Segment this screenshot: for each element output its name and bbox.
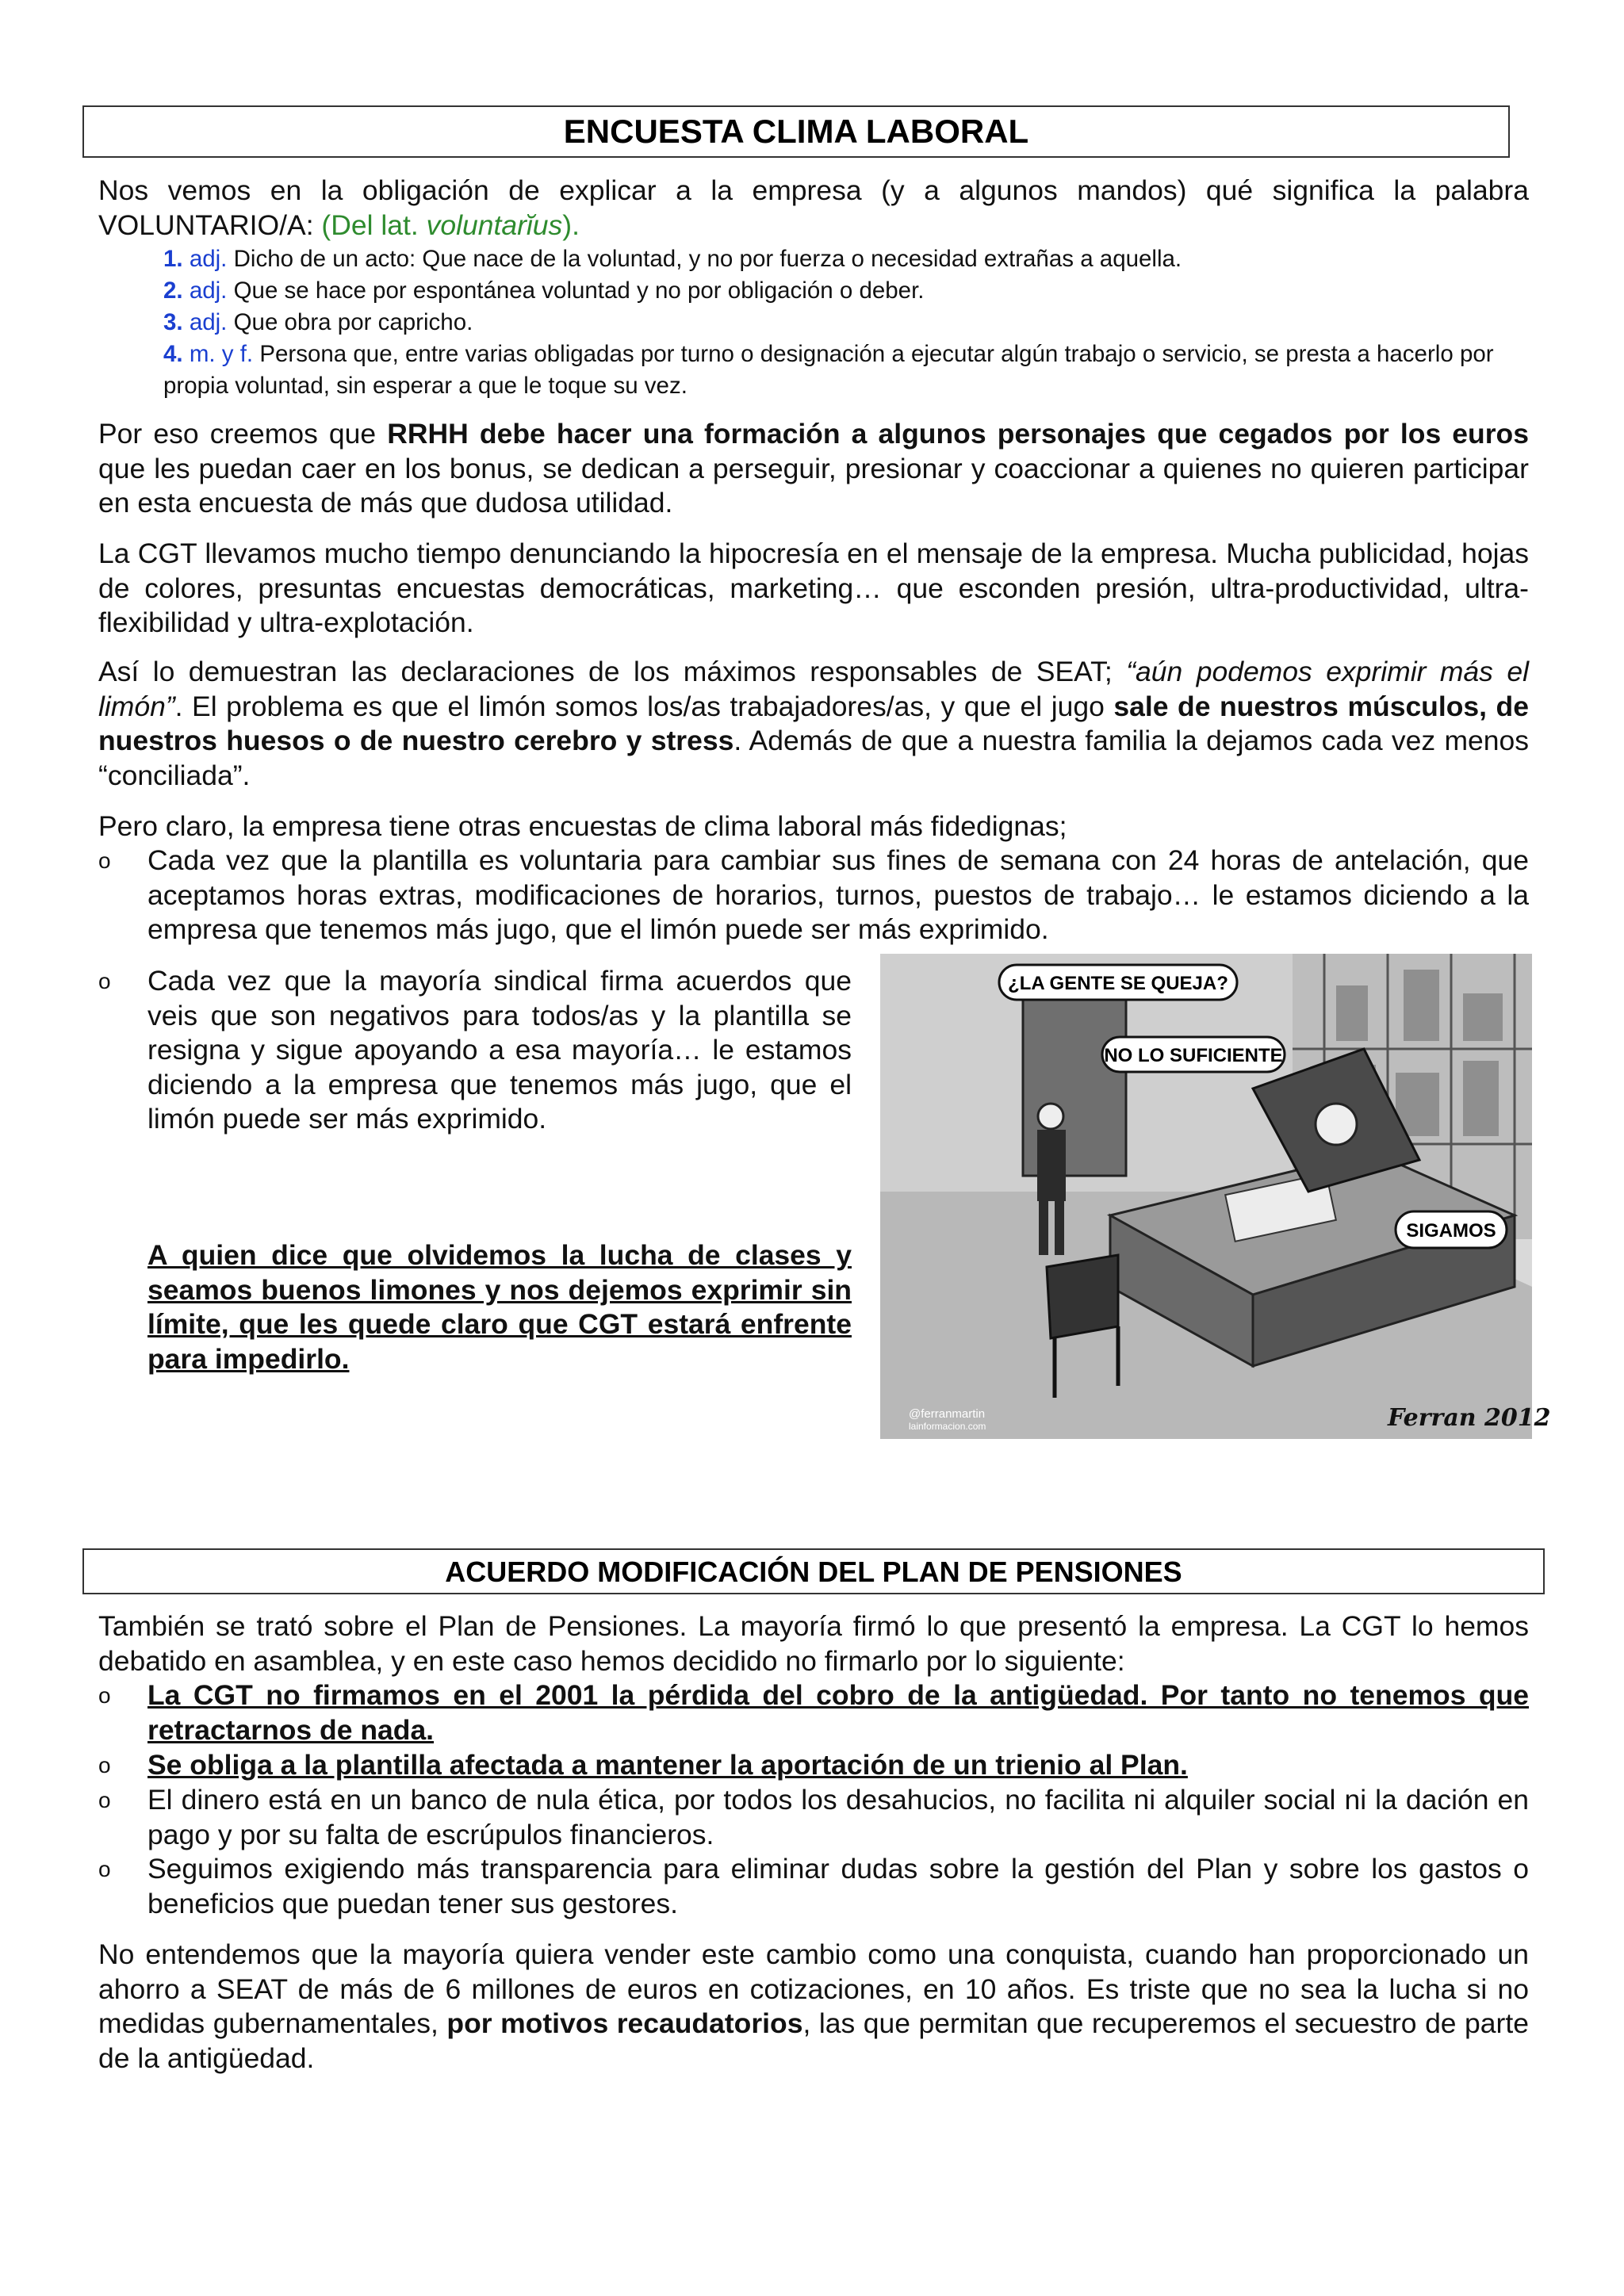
definition-number: 1. bbox=[163, 246, 183, 272]
speech-bubble-1 bbox=[999, 965, 1237, 1000]
bullet-text: Cada vez que la mayoría sindical firma acuerdos que veis que son negativos para todos/as y la plantilla se resigna y sigue apoyando a esa mayoría… le estamos diciendo a la empresa que tenemos más jugo, que el limón puede ser más exprimido. bbox=[147, 965, 852, 1135]
definition-category: adj. bbox=[189, 309, 228, 335]
definition-item bbox=[163, 307, 1511, 339]
bullet-marker: o bbox=[98, 1753, 111, 1777]
paragraph-text: que les puedan caer en los bonus, se dedican a perseguir, presionar y coaccionar a quienes no quieren participar en esta encuesta de más que dudosa utilidad. bbox=[98, 452, 1529, 519]
definition-category: adj. bbox=[189, 277, 228, 304]
bubble-text-3: SIGAMOS bbox=[1406, 1220, 1496, 1242]
speech-bubble-3 bbox=[1396, 1211, 1507, 1248]
paragraph-bold: por motivos recaudatorios bbox=[446, 2007, 803, 2039]
bullet-item bbox=[98, 1783, 1529, 1852]
definition-text: Dicho de un acto: Que nace de la voluntad, y no por fuerza o necesidad extrañas a aquella. bbox=[227, 246, 1182, 272]
cartoon-credit: @ferranmartin bbox=[909, 1407, 986, 1421]
definition-category: m. y f. bbox=[189, 341, 254, 367]
etymology-prefix: (Del lat. bbox=[321, 209, 427, 241]
paragraph-text: Por eso creemos que bbox=[98, 418, 388, 450]
definitions-list bbox=[163, 243, 1511, 402]
paragraph-hipocresia: La CGT llevamos mucho tiempo denunciando la hipocresía en el mensaje de la empresa. Mucha publicidad, hojas de colores, presuntas encuestas democráticas, marketing… que esconden presión, ultra-productividad, ultra-flexibilidad y ultra-explotación. bbox=[98, 538, 1529, 638]
speech-bubble-2 bbox=[1102, 1037, 1285, 1072]
bullet-text: La CGT no firmamos en el 2001 la pérdida del cobro de la antigüedad. Por tanto no tenemos que retractarnos de nada. bbox=[147, 1679, 1529, 1746]
paragraph-text: Así lo demuestran las declaraciones de los máximos responsables de SEAT; bbox=[98, 656, 1127, 687]
bullet-item bbox=[98, 964, 852, 1137]
definition-text: Que se hace por espontánea voluntad y no por obligación o deber. bbox=[227, 277, 925, 304]
intro-paragraph bbox=[98, 174, 1529, 243]
bullet-text: Cada vez que la plantilla es voluntaria para cambiar sus fines de semana con 24 horas de antelación, que aceptamos horas extras, modificaciones de horarios, turnos, puestos de trabajo… le estamos diciendo a la empresa que tenemos más jugo, que el limón puede ser más exprimido. bbox=[147, 844, 1529, 945]
paragraph-conclusion bbox=[98, 1938, 1529, 2076]
etymology bbox=[321, 209, 580, 241]
definition-number: 3. bbox=[163, 309, 183, 335]
paragraph-bold: sale de nuestros músculos, de nuestros huesos o de nuestro cerebro y stress bbox=[98, 690, 1529, 756]
bullet-marker: o bbox=[98, 1857, 111, 1881]
bubble-text-1: ¿LA GENTE SE QUEJA? bbox=[1008, 973, 1228, 994]
closing-text: A quien dice que olvidemos la lucha de clases y seamos buenos limones y nos dejemos exprimir sin límite, que les quede claro que CGT estará enfrente para impedirlo. bbox=[147, 1239, 852, 1375]
definition-number: 4. bbox=[163, 341, 183, 367]
cartoon-signature: Ferran 2012 bbox=[1388, 1404, 1551, 1432]
bullet-marker: o bbox=[98, 1788, 111, 1812]
etymology-suffix: ). bbox=[562, 209, 580, 241]
definition-item bbox=[163, 275, 1511, 307]
section-title-encuesta: ENCUESTA CLIMA LABORAL bbox=[82, 105, 1510, 158]
cartoon-image bbox=[880, 954, 1551, 1439]
definition-number: 2. bbox=[163, 277, 183, 304]
closing-statement bbox=[98, 1238, 852, 1376]
etymology-word: voluntarĭus bbox=[426, 209, 563, 241]
cartoon-credit-site: lainformacion.com bbox=[909, 1421, 986, 1432]
paragraph-rrhh bbox=[98, 417, 1529, 521]
definition-category: adj. bbox=[189, 246, 228, 272]
paragraph-bold: RRHH debe hacer una formación a algunos personajes que cegados por los euros bbox=[387, 418, 1529, 450]
bullet-marker: o bbox=[98, 1683, 111, 1708]
paragraph-encuestas: Pero claro, la empresa tiene otras encuestas de clima laboral más fidedignas; bbox=[98, 810, 1067, 842]
paragraph-pensiones: También se trató sobre el Plan de Pensiones. La mayoría firmó lo que presentó la empresa. La CGT lo hemos debatido en asamblea, y en este caso hemos decidido no firmarlo por lo siguiente: bbox=[98, 1610, 1529, 1677]
definition-text: Persona que, entre varias obligadas por turno o designación a ejecutar algún trabajo o servicio, se presta a hacerlo por propia voluntad, sin esperar a que le toque su vez. bbox=[163, 341, 1494, 399]
bullet-item bbox=[98, 844, 1529, 947]
paragraph-text: . El problema es que el limón somos los/as trabajadores/as, y que el jugo bbox=[174, 690, 1114, 722]
bullet-marker: o bbox=[98, 848, 111, 873]
definition-item bbox=[163, 339, 1511, 402]
paragraph-text: . Además de que a nuestra familia la dejamos cada vez menos “conciliada”. bbox=[98, 725, 1530, 791]
bubble-text-2: NO LO SUFICIENTE bbox=[1104, 1045, 1283, 1066]
definition-item bbox=[163, 243, 1511, 275]
bullet-text: Se obliga a la plantilla afectada a mantener la aportación de un trienio al Plan. bbox=[147, 1749, 1188, 1781]
bullet-item bbox=[98, 1678, 1529, 1747]
bullet-item bbox=[98, 1852, 1529, 1921]
intro-text: Nos vemos en la obligación de explicar a la empresa (y a algunos mandos) qué significa la palabra VOLUNTARIO/A: bbox=[98, 174, 1529, 241]
definition-text: Que obra por capricho. bbox=[227, 309, 473, 335]
paragraph-text: No entendemos que la mayoría quiera vender este cambio como una conquista, cuando han proporcionado un ahorro a SEAT de más de 6 millones de euros en cotizaciones, en 10 años. Es triste que no sea la lucha si no medidas gubernamentales, bbox=[98, 1938, 1529, 2039]
paragraph-limon bbox=[98, 655, 1529, 793]
bullet-marker: o bbox=[98, 969, 111, 993]
bullet-text: Seguimos exigiendo más transparencia para eliminar dudas sobre la gestión del Plan y sobre los gastos o beneficios que puedan tener sus gestores. bbox=[147, 1853, 1529, 1919]
bullet-text: El dinero está en un banco de nula ética, por todos los desahucios, no facilita ni alquiler social ni la dación en pago y por su falta de escrúpulos financieros. bbox=[147, 1784, 1529, 1850]
quote-italic: “aún podemos exprimir más el limón” bbox=[98, 656, 1529, 722]
section-title-pensiones: ACUERDO MODIFICACIÓN DEL PLAN DE PENSIONES bbox=[82, 1548, 1545, 1594]
bullet-item bbox=[98, 1748, 1529, 1783]
paragraph-text: , las que permitan que recuperemos el secuestro de parte de la antigüedad. bbox=[98, 2007, 1529, 2074]
